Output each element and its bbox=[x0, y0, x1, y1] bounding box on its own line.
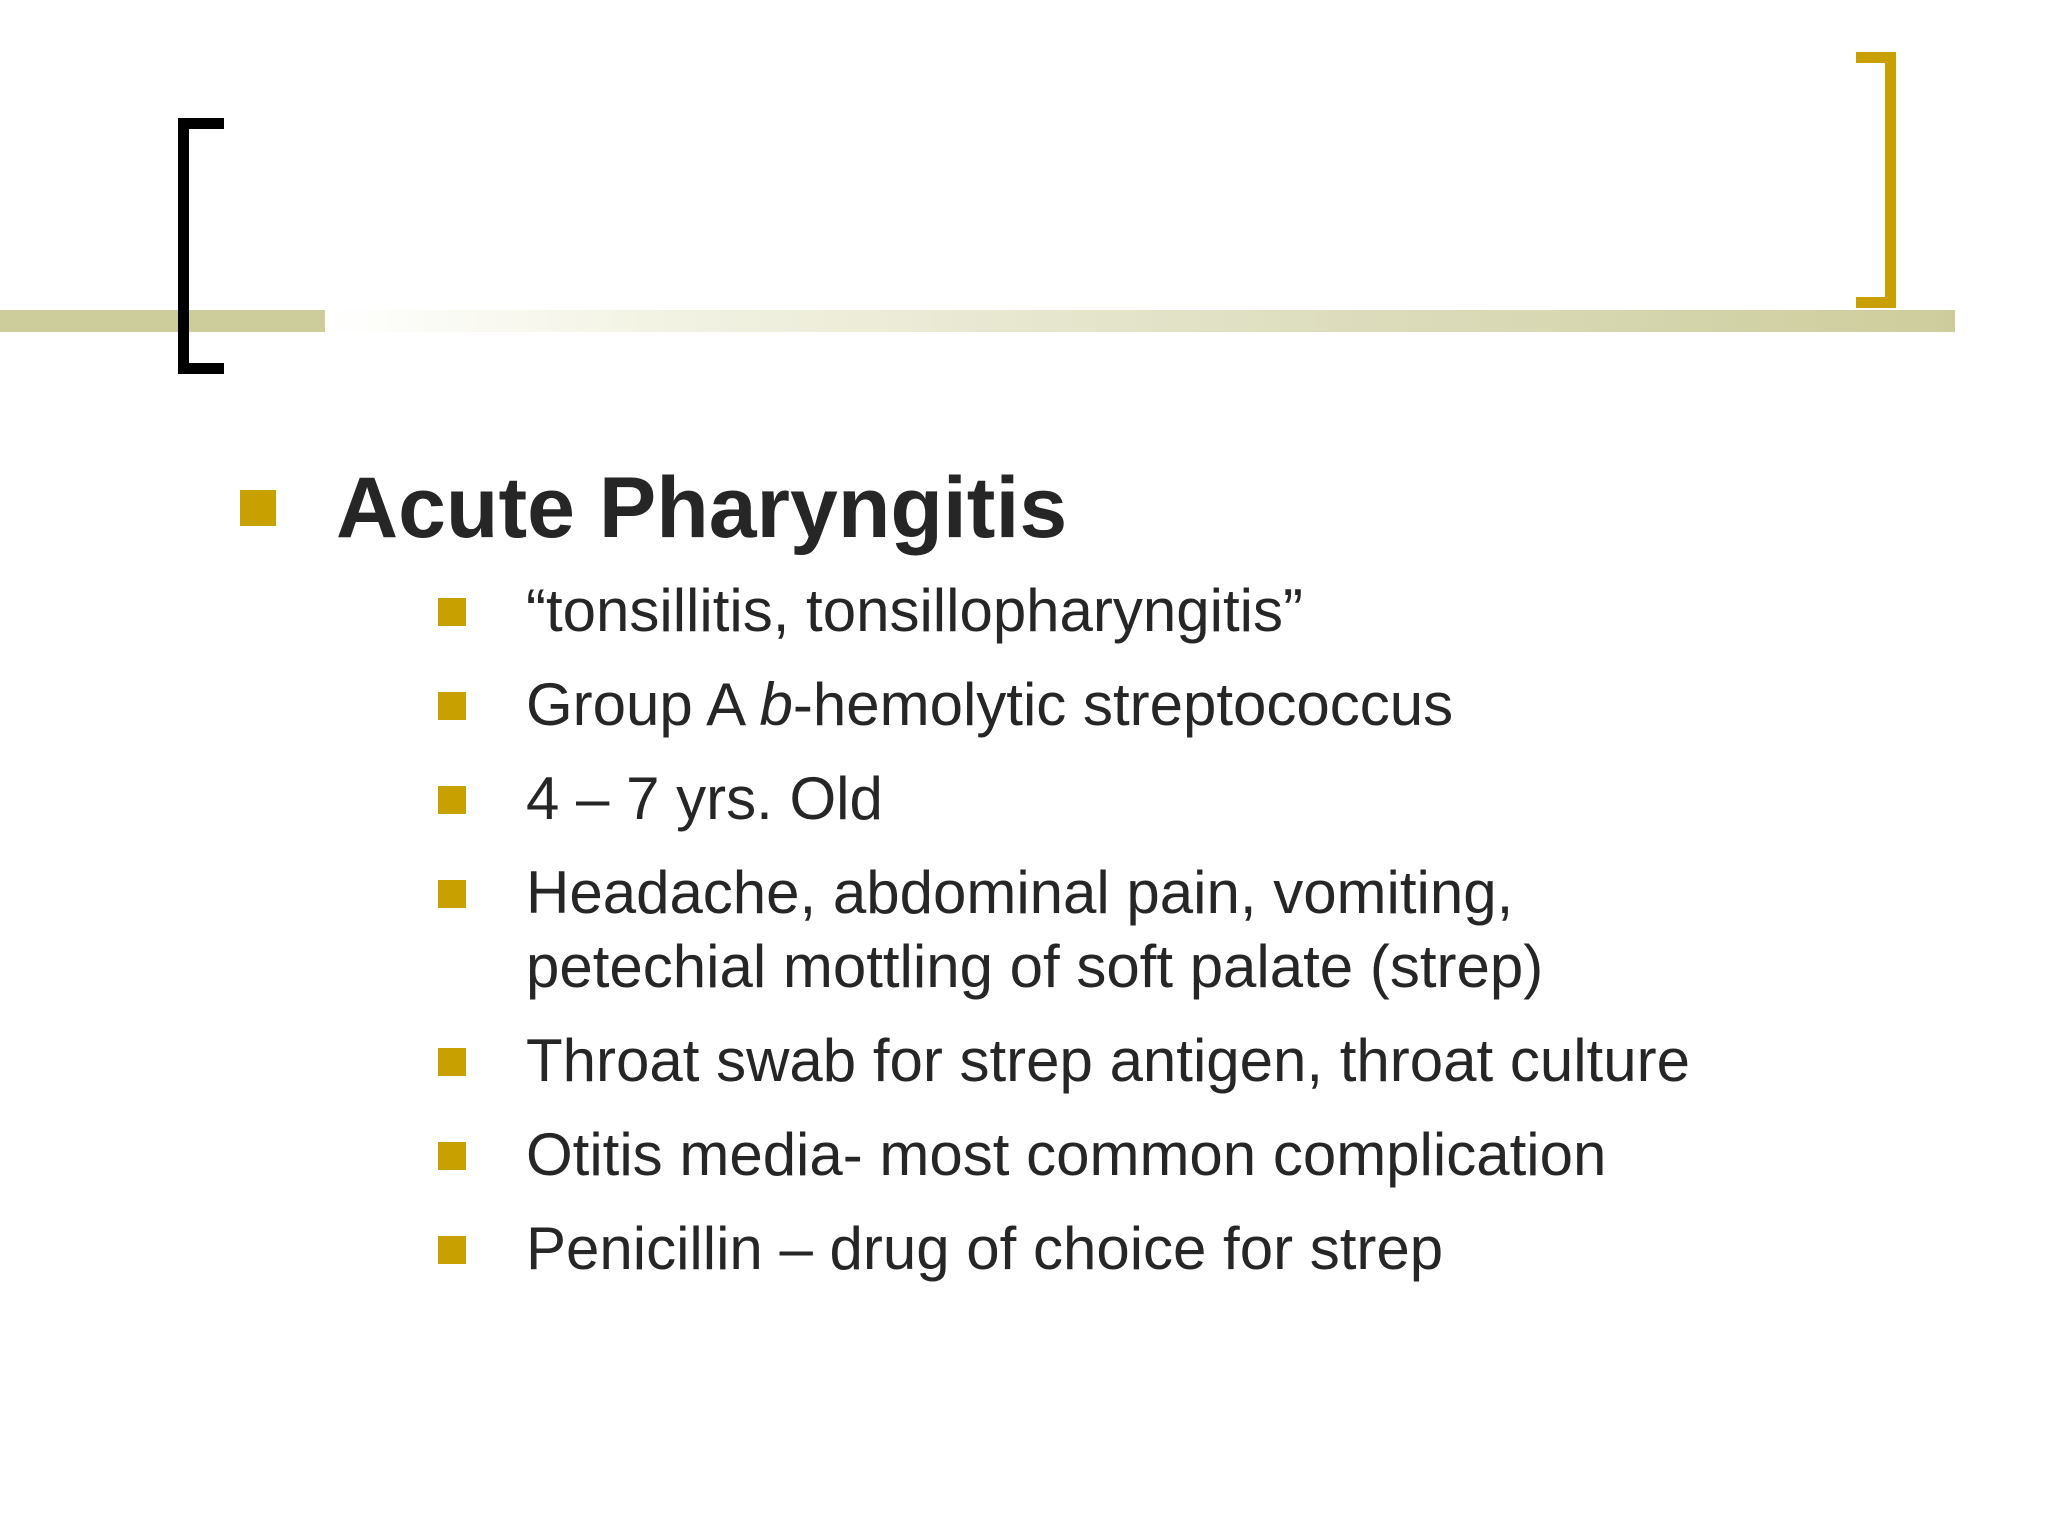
bullet-square-icon bbox=[438, 1048, 466, 1076]
bullet-square-icon bbox=[438, 1236, 466, 1264]
right-bracket-decoration bbox=[1856, 52, 1896, 308]
list-item-text: 4 – 7 yrs. Old bbox=[526, 765, 883, 832]
bullet-square-icon bbox=[438, 1142, 466, 1170]
title-rule-left bbox=[0, 310, 325, 332]
list-item-text: Penicillin – drug of choice for strep bbox=[526, 1215, 1444, 1282]
list-item bbox=[526, 1118, 1690, 1192]
bullet-list bbox=[526, 574, 1690, 1306]
list-item bbox=[526, 1212, 1690, 1286]
bullet-square-icon bbox=[438, 880, 466, 908]
slide-heading: Acute Pharyngitis bbox=[336, 460, 1068, 556]
list-item bbox=[526, 856, 1690, 1004]
list-item-text: “tonsillitis, tonsillopharyngitis” bbox=[526, 577, 1303, 644]
left-bracket-decoration bbox=[178, 118, 224, 374]
bullet-square-icon bbox=[438, 598, 466, 626]
list-item bbox=[526, 762, 1690, 836]
list-item bbox=[526, 668, 1690, 742]
list-item-text: Otitis media- most common complication bbox=[526, 1121, 1607, 1188]
bullet-square-icon bbox=[438, 692, 466, 720]
list-item-text: Throat swab for strep antigen, throat culture bbox=[526, 1027, 1690, 1094]
bullet-square-icon bbox=[438, 786, 466, 814]
list-item-text-line1: Headache, abdominal pain, vomiting, bbox=[526, 859, 1514, 926]
list-item-text-pre: Group A bbox=[526, 671, 760, 738]
list-item-text-italic: b bbox=[759, 671, 793, 738]
bullet-square-icon bbox=[240, 490, 276, 526]
list-item-text-line2: petechial mottling of soft palate (strep) bbox=[526, 933, 1544, 1000]
list-item bbox=[526, 574, 1690, 648]
title-rule-gradient bbox=[325, 310, 1955, 332]
list-item bbox=[526, 1024, 1690, 1098]
list-item-text-post: -hemolytic streptococcus bbox=[792, 671, 1454, 738]
